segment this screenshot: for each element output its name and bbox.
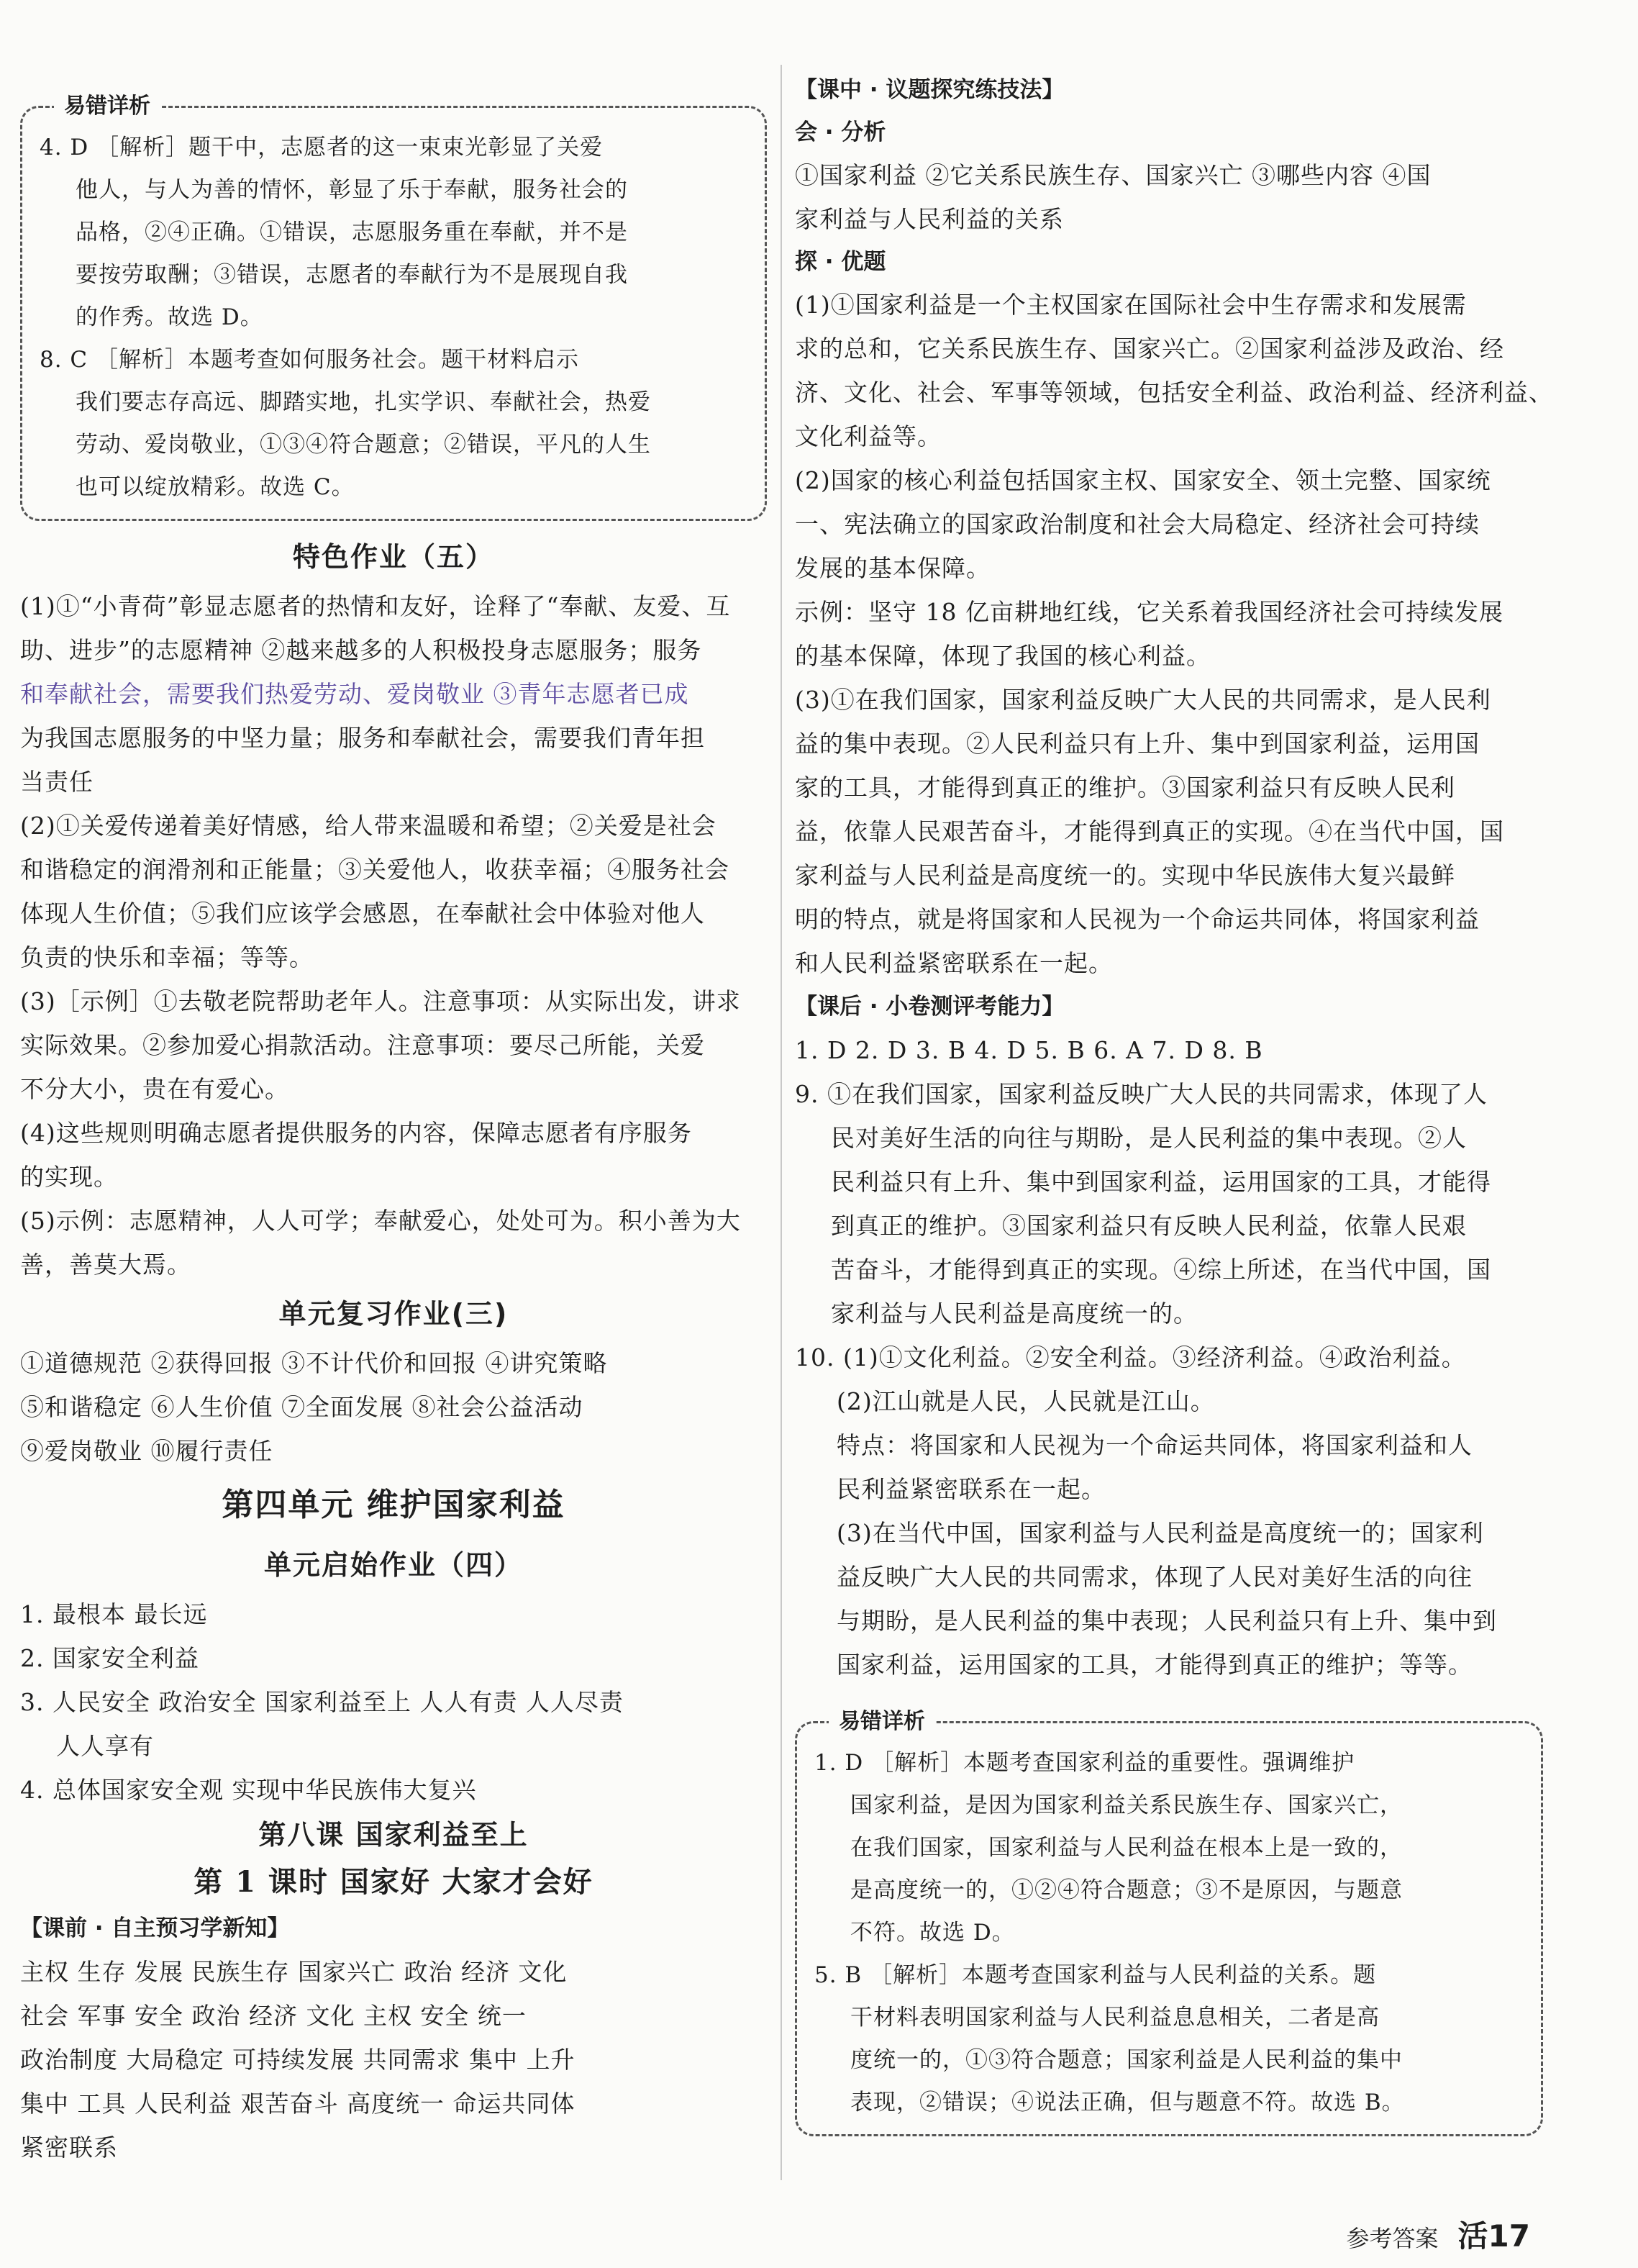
text-line: 家利益与人民利益是高度统一的。实现中华民族伟大复兴最鲜 <box>795 861 1455 889</box>
page-number: 活17 <box>1457 2218 1530 2254</box>
text-line: ①道德规范 ②获得回报 ③不计代价和回报 ④讲究策略 <box>20 1349 608 1377</box>
text-line: 明的特点，就是将国家和人民视为一个命运共同体，将国家利益 <box>795 905 1480 933</box>
analysis-heading: 会 · 分析 <box>795 119 886 145</box>
text-line: 益反映广大人民的共同需求，体现了人民对美好生活的向往 <box>837 1563 1473 1591</box>
text-line: 文化利益等。 <box>795 422 942 450</box>
text-line: 求的总和，它关系民族生存、国家兴亡。②国家利益涉及政治、经 <box>795 335 1504 363</box>
error-analysis-line: 我们要志存高远、脚踏实地，扎实学识、奉献社会，热爱 <box>76 389 651 415</box>
text-line: 紧密联系 <box>20 2133 118 2162</box>
error-analysis-line: 他人，与人为善的情怀，彰显了乐于奉献，服务社会的 <box>76 177 628 203</box>
error-analysis-line: 表现，②错误；④说法正确，但与题意不符。故选 B。 <box>850 2090 1405 2115</box>
page-footer <box>1346 2213 1530 2256</box>
text-line: 家的工具，才能得到真正的维护。③国家利益只有反映人民利 <box>795 774 1455 802</box>
text-line: 苦奋斗，才能得到真正的实现。④综上所述，在当代中国，国 <box>831 1256 1491 1284</box>
text-line: 和奉献社会，需要我们热爱劳动、爱岗敬业 ③青年志愿者已成 <box>20 680 689 708</box>
text-line: 善，善莫大焉。 <box>20 1251 191 1279</box>
text-line: (3)①在我们国家，国家利益反映广大人民的共同需求，是人民利 <box>795 686 1491 714</box>
after-class-heading: 【课后 · 小卷测评考能力】 <box>795 994 1065 1020</box>
lesson-title: 第八课 国家利益至上 <box>258 1819 529 1851</box>
text-line: 家利益与人民利益的关系 <box>795 205 1064 233</box>
error-analysis-line: 干材料表明国家利益与人民利益息息相关，二者是高 <box>850 2005 1380 2031</box>
text-line: 一、宪法确立的国家政治制度和社会大局稳定、经济社会可持续 <box>795 510 1480 538</box>
text-line: 实际效果。②参加爱心捐款活动。注意事项：要尽己所能，关爱 <box>20 1031 705 1059</box>
error-analysis-line: 国家利益，是因为国家利益关系民族生存、国家兴亡， <box>850 1792 1403 1818</box>
error-analysis-line: 要按劳取酬；③错误，志愿者的奉献行为不是展现自我 <box>76 262 628 288</box>
text-line: 民利益紧密联系在一起。 <box>837 1475 1106 1503</box>
left-column <box>20 68 767 2169</box>
error-analysis-line: 品格，②④正确。①错误，志愿服务重在奉献，并不是 <box>76 219 628 245</box>
error-analysis-line: 8. C ［解析］本题考查如何服务社会。题干材料启示 <box>40 347 580 373</box>
text-line: 的基本保障，体现了我国的核心利益。 <box>795 642 1211 670</box>
text-line: (2)①关爱传递着美好情感，给人带来温暖和希望；②关爱是社会 <box>20 812 716 840</box>
text-line: 益的集中表现。②人民利益只有上升、集中到国家利益，运用国 <box>795 730 1480 758</box>
error-analysis-line: 4. D ［解析］题干中，志愿者的这一束束光彰显了关爱 <box>40 135 604 160</box>
text-line: 济、文化、社会、军事等领域，包括安全利益、政治利益、经济利益、 <box>795 378 1553 407</box>
text-line: 人人享有 <box>56 1732 154 1760</box>
text-line: ⑤和谐稳定 ⑥人生价值 ⑦全面发展 ⑧社会公益活动 <box>20 1393 583 1421</box>
error-analysis-line: 不符。故选 D。 <box>850 1920 1015 1946</box>
text-line: 与期盼，是人民利益的集中表现；人民利益只有上升、集中到 <box>837 1607 1497 1635</box>
text-line: ①国家利益 ②它关系民族生存、国家兴亡 ③哪些内容 ④国 <box>795 161 1432 189</box>
lesson-period-title: 第 1 课时 国家好 大家才会好 <box>194 1865 593 1899</box>
text-line: 示例：坚守 18 亿亩耕地红线，它关系着我国经济社会可持续发展 <box>795 598 1503 626</box>
text-line: (2)国家的核心利益包括国家主权、国家安全、领土完整、国家统 <box>795 466 1491 494</box>
text-line: 体现人生价值；⑤我们应该学会感恩，在奉献社会中体验对他人 <box>20 899 705 927</box>
text-line: 的实现。 <box>20 1163 118 1191</box>
text-line: 当责任 <box>20 768 94 796</box>
error-analysis-title: 易错详析 <box>829 1706 935 1738</box>
error-analysis-line: 也可以绽放精彩。故选 C。 <box>76 474 355 500</box>
column-divider <box>781 65 782 2180</box>
text-line: (3)［示例］①去敬老院帮助老年人。注意事项：从实际出发，讲求 <box>20 987 741 1015</box>
text-line: 10. (1)①文化利益。②安全利益。③经济利益。④政治利益。 <box>795 1343 1466 1371</box>
error-analysis-title: 易错详析 <box>54 91 160 122</box>
pre-class-heading: 【课前 · 自主预习学新知】 <box>20 1915 290 1941</box>
error-analysis-line: 劳动、爱岗敬业，①③④符合题意；②错误，平凡的人生 <box>76 432 651 458</box>
error-analysis-line: 是高度统一的，①②④符合题意；③不是原因，与题意 <box>850 1877 1403 1903</box>
text-line: (4)这些规则明确志愿者提供服务的内容，保障志愿者有序服务 <box>20 1119 692 1147</box>
footer-label: 参考答案 <box>1346 2225 1439 2252</box>
text-line: (1)①“小青荷”彰显志愿者的热情和友好，诠释了“奉献、友爱、互 <box>20 592 731 620</box>
unit-title: 第四单元 维护国家利益 <box>222 1487 565 1523</box>
text-line: 社会 军事 安全 政治 经济 文化 主权 安全 统一 <box>20 2002 527 2030</box>
text-line: 9. ①在我们国家，国家利益反映广大人民的共同需求，体现了人 <box>795 1080 1488 1108</box>
error-analysis-line: 的作秀。故选 D。 <box>76 304 263 330</box>
section-heading-tese: 特色作业（五） <box>292 541 494 573</box>
text-line: 1. 最根本 最长远 <box>20 1600 208 1628</box>
text-line: 3. 人民安全 政治安全 国家利益至上 人人有责 人人尽责 <box>20 1688 624 1716</box>
text-line: 民利益只有上升、集中到国家利益，运用国家的工具，才能得 <box>831 1168 1491 1196</box>
text-line: 发展的基本保障。 <box>795 554 991 582</box>
text-line: 为我国志愿服务的中坚力量；服务和奉献社会，需要我们青年担 <box>20 724 705 752</box>
error-analysis-line: 在我们国家，国家利益与人民利益在根本上是一致的， <box>850 1835 1403 1861</box>
in-class-heading: 【课中 · 议题探究练技法】 <box>795 77 1065 103</box>
error-analysis-box <box>795 1709 1543 2136</box>
text-line: 助、进步”的志愿精神 ②越来越多的人积极投身志愿服务；服务 <box>20 636 702 664</box>
text-line: (1)①国家利益是一个主权国家在国际社会中生存需求和发展需 <box>795 291 1467 319</box>
error-analysis-line: 度统一的，①③符合题意；国家利益是人民利益的集中 <box>850 2047 1403 2073</box>
text-line: 不分大小，贵在有爱心。 <box>20 1075 289 1103</box>
text-line: (3)在当代中国，国家利益与人民利益是高度统一的；国家利 <box>837 1519 1484 1547</box>
error-analysis-line: 1. D ［解析］本题考查国家利益的重要性。强调维护 <box>814 1750 1355 1776</box>
text-line: 4. 总体国家安全观 实现中华民族伟大复兴 <box>20 1776 477 1804</box>
text-line: 国家利益，运用国家的工具，才能得到真正的维护；等等。 <box>837 1651 1473 1679</box>
error-analysis-box <box>20 94 767 521</box>
section-heading-review: 单元复习作业(三) <box>278 1298 509 1330</box>
questions-heading: 探 · 优题 <box>795 249 886 275</box>
text-line: 2. 国家安全利益 <box>20 1644 199 1672</box>
text-line: 主权 生存 发展 民族生存 国家兴亡 政治 经济 文化 <box>20 1958 568 1986</box>
text-line: 益，依靠人民艰苦奋斗，才能得到真正的实现。④在当代中国，国 <box>795 817 1504 845</box>
text-line: 特点：将国家和人民视为一个命运共同体，将国家利益和人 <box>837 1431 1473 1459</box>
text-line: 家利益与人民利益是高度统一的。 <box>831 1299 1198 1328</box>
text-line: 民对美好生活的向往与期盼，是人民利益的集中表现。②人 <box>831 1124 1467 1152</box>
section-heading-start: 单元启始作业（四） <box>263 1549 523 1581</box>
text-line: 集中 工具 人民利益 艰苦奋斗 高度统一 命运共同体 <box>20 2090 575 2118</box>
text-line: (2)江山就是人民，人民就是江山。 <box>837 1387 1215 1415</box>
error-analysis-line: 5. B ［解析］本题考查国家利益与人民利益的关系。题 <box>814 1962 1377 1988</box>
choice-answers: 1. D 2. D 3. B 4. D 5. B 6. A 7. D 8. B <box>795 1036 1263 1064</box>
text-line: 负责的快乐和幸福；等等。 <box>20 943 314 971</box>
right-column <box>795 68 1553 2145</box>
text-line: 政治制度 大局稳定 可持续发展 共同需求 集中 上升 <box>20 2046 575 2074</box>
text-line: (5)示例：志愿精神，人人可学；奉献爱心，处处可为。积小善为大 <box>20 1207 741 1235</box>
text-line: 到真正的维护。③国家利益只有反映人民利益，依靠人民艰 <box>831 1212 1467 1240</box>
text-line: 和人民利益紧密联系在一起。 <box>795 949 1113 977</box>
text-line: ⑨爱岗敬业 ⑩履行责任 <box>20 1437 273 1465</box>
text-line: 和谐稳定的润滑剂和正能量；③关爱他人，收获幸福；④服务社会 <box>20 856 729 884</box>
